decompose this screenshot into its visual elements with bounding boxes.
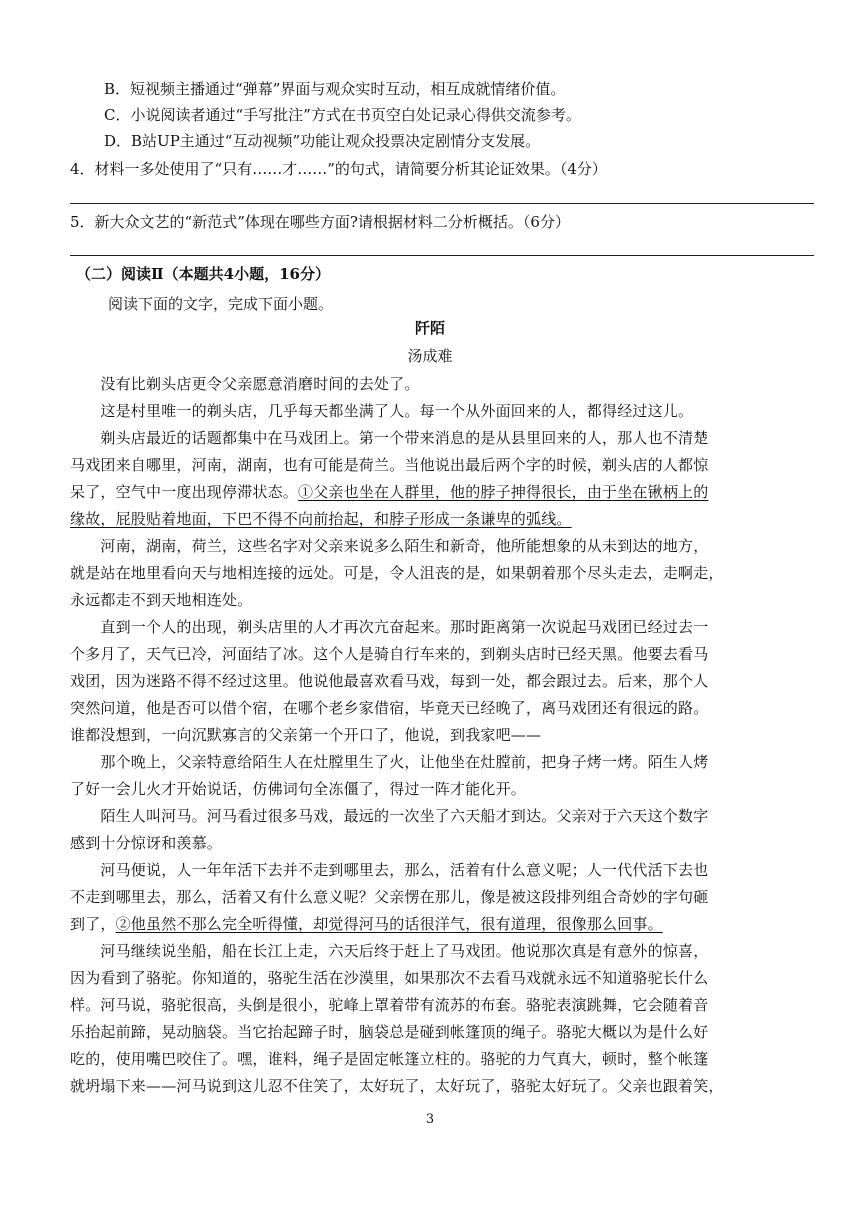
story-line (70, 749, 820, 776)
line-text: 因为看到了骆驼。你知道的，骆驼生活在沙漠里，如果那次不去看马戏就永远不知道骆驼长什么 (70, 969, 709, 987)
story-line (70, 803, 820, 830)
line-text: 呆了，空气中一度出现停滞状态。 (70, 483, 299, 501)
answer-line-q5 (70, 255, 814, 256)
line-text: 感到十分惊讶和羡慕。 (70, 834, 223, 852)
story-line (70, 776, 820, 803)
option-c: C．小说阅读者通过“手写批注”方式在书页空白处记录心得供交流参考。 (104, 106, 581, 124)
underlined-sentence: 缘故，屁股贴着地面，下巴不得不向前抬起，和脖子形成一条谦卑的弧线。 (70, 510, 572, 528)
story-line (70, 398, 820, 425)
option-b: B．短视频主播通过“弹幕”界面与观众实时互动，相互成就情绪价值。 (104, 80, 566, 98)
line-text: 永远都走不到天地相连处。 (70, 591, 253, 609)
story-line (70, 722, 820, 749)
story-line (70, 1019, 820, 1046)
story-line (70, 452, 820, 479)
underlined-sentence: ②他虽然不那么完全听得懂，却觉得河马的话很洋气，很有道理，很像那么回事。 (115, 915, 663, 933)
line-text: 马戏团来自哪里，河南，湖南，也有可能是荷兰。当他说出最后两个字的时候，剃头店的人都惊 (70, 456, 709, 474)
story-line (70, 371, 820, 398)
line-text: 突然问道，他是否可以借个宿，在哪个老乡家借宿，毕竟天已经晚了，离马戏团还有很远的路。 (70, 699, 709, 717)
story-line (70, 425, 820, 452)
answer-line-q4 (70, 203, 814, 204)
line-text: 到了， (70, 915, 116, 933)
line-text: 这是村里唯一的剃头店，几乎每天都坐满了人。每一个从外面回来的人，都得经过这儿。 (70, 402, 694, 420)
line-text: 河马便说，人一年年活下去并不走到哪里去，那么，活着有什么意义呢；人一代代活下去也 (70, 861, 709, 879)
story-line (70, 533, 820, 560)
line-text: 乐抬起前蹄，晃动脑袋。当它抬起蹄子时，脑袋总是碰到帐篷顶的绳子。骆驼大概以为是什么好 (70, 1023, 709, 1041)
story-line (70, 587, 820, 614)
story-line (70, 1046, 820, 1073)
story-line (70, 479, 820, 506)
story-line (70, 560, 820, 587)
story-line (70, 992, 820, 1019)
line-text: 个多月了，天气已冷，河面结了冰。这个人是骑自行车来的，到剃头店时已经天黑。他要去看马 (70, 645, 709, 663)
story-line (70, 614, 820, 641)
answer-options (70, 76, 830, 154)
line-text: 就坍塌下来——河马说到这儿忍不住笑了，太好玩了，太好玩了，骆驼太好玩了。父亲也跟着笑， (70, 1077, 724, 1095)
line-text: 谁都没想到，一向沉默寡言的父亲第一个开口了，他说，到我家吧—— (70, 726, 542, 744)
line-text: 剃头店最近的话题都集中在马戏团上。第一个带来消息的是从县里回来的人，那人也不清楚 (70, 429, 709, 447)
line-text: 那个晚上，父亲特意给陌生人在灶膛里生了火，让他坐在灶膛前，把身子烤一烤。陌生人烤 (70, 753, 709, 771)
line-text: 样。河马说，骆驼很高，头倒是很小，驼峰上罩着带有流苏的布套。骆驼表演跳舞，它会随着音 (70, 996, 709, 1014)
line-text: 不走到哪里去，那么，活着又有什么意义呢？父亲愣在那儿，像是被这段排列组合奇妙的字句砸 (70, 888, 709, 906)
story-line (70, 938, 820, 965)
story-title: 阡陌 (414, 319, 445, 337)
question-5: 5．新大众文艺的“新范式”体现在哪些方面?请根据材料二分析概括。（6分） (70, 213, 570, 231)
line-text: 就是站在地里看向天与地相连接的远处。可是，令人沮丧的是，如果朝着那个尽头走去，走啊走， (70, 564, 724, 582)
story-line (70, 695, 820, 722)
story-line (70, 830, 820, 857)
underlined-sentence: ①父亲也坐在人群里，他的脖子抻得很长，由于坐在锹柄上的 (298, 483, 709, 501)
story-line (70, 1073, 820, 1100)
line-text: 戏团，因为迷路不得不经过这里。他说他最喜欢看马戏，每到一处，都会跟过去。后来，那个人 (70, 672, 709, 690)
line-text: 陌生人叫河马。河马看过很多马戏，最远的一次坐了六天船才到达。父亲对于六天这个数字 (70, 807, 709, 825)
line-text: 河南，湖南，荷兰，这些名字对父亲来说多么陌生和新奇，他所能想象的从未到达的地方， (70, 537, 709, 555)
story-author: 汤成难 (407, 347, 453, 365)
reading-instruction: 阅读下面的文字，完成下面小题。 (108, 295, 334, 313)
story-line (70, 506, 820, 533)
option-d: D．B站UP主通过“互动视频”功能让观众投票决定剧情分支发展。 (104, 132, 541, 150)
story-body (70, 371, 820, 1100)
line-text: 直到一个人的出现，剃头店里的人才再次亢奋起来。那时距离第一次说起马戏团已经过去一 (70, 618, 709, 636)
story-line (70, 641, 820, 668)
story-line (70, 884, 820, 911)
story-line (70, 668, 820, 695)
question-4: 4．材料一多处使用了“只有……才……”的句式，请简要分析其论证效果。（4分） (70, 160, 607, 178)
page-number: 3 (425, 1112, 435, 1127)
story-line (70, 965, 820, 992)
section-heading: （二）阅读Ⅱ（本题共4小题，16分） (76, 265, 330, 283)
story-line (70, 911, 820, 938)
line-text: 河马继续说坐船，船在长江上走，六天后终于赶上了马戏团。他说那次真是有意外的惊喜， (70, 942, 709, 960)
line-text: 吃的，使用嘴巴咬住了。嘿，谁料，绳子是固定帐篷立柱的。骆驼的力气真大，顿时，整个帐篷 (70, 1050, 709, 1068)
line-text: 没有比剃头店更令父亲愿意消磨时间的去处了。 (70, 375, 420, 393)
line-text: 了好一会儿火才开始说话，仿佛词句全冻僵了，得过一阵才能化开。 (70, 780, 527, 798)
story-line (70, 857, 820, 884)
